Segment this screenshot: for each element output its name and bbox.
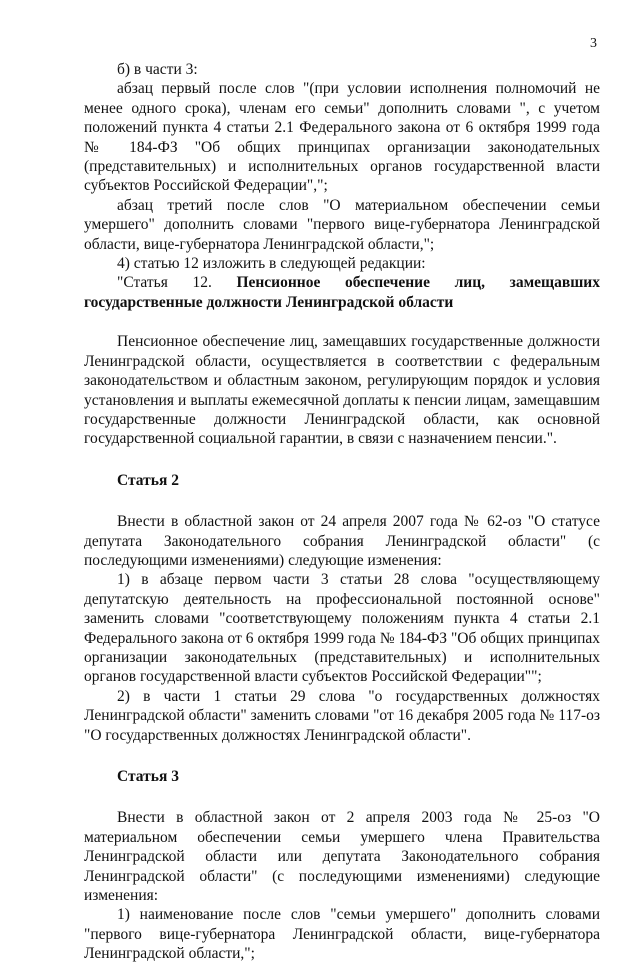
paragraph-article2-intro: Внести в областной закон от 24 апреля 2007 года № 62-оз "О статусе депутата Законодательного собрания Ленинградской области" (с последующими изменениями) следующие изменения:	[84, 513, 600, 569]
article3-heading: Статья 3	[117, 768, 179, 785]
paragraph-article2-item1: 1) в абзаце первом части 3 статьи 28 слова "осуществляющему депутатскую деятельность на профессиональной постоянной основе" заменить словами "соответствующему положениям пункта 4 статьи 2.1 Федерального закона от 6 октября 1999 года № 184-ФЗ "Об общих принципах организации законодательных (представительных) и исполнительных органов государственной власти субъектов Российской Федерации"";	[84, 571, 600, 686]
paragraph-part3: б) в части 3:	[117, 61, 198, 78]
article12-heading	[84, 273, 600, 312]
article12-title: Пенсионное обеспечение лиц, замещавших государственные должности Ленинградской области	[84, 274, 600, 311]
paragraph-article2-item2: 2) в части 1 статьи 29 слова "о государственных должностях Ленинградской области" заменить словами "от 16 декабря 2005 года № 117-оз "О государственных должностях Ленинградской области".	[84, 687, 600, 744]
article2-heading: Статья 2	[117, 471, 179, 489]
paragraph-article3-intro: Внести в областной закон от 2 апреля 2003 года № 25-оз "О материальном обеспечении семьи умершего члена Правительства Ленинградской области или депутата Законодательного собрания Ленинградской области" (с последующими изменениями) следующие изменения:	[84, 809, 600, 905]
paragraph-pension: Пенсионное обеспечение лиц, замещавших государственные должности Ленинградской области, осуществляется в соответствии с федеральным законодательством и областным законом, регулирующим порядок и условия установления и выплаты ежемесячной доплаты к пенсии лицам, замещавшим государственные должности Ленинградской области, как основной государственной социальной гарантии, в связи с назначением пенсии.".	[84, 333, 600, 448]
paragraph-article3-item1: 1) наименование после слов "семьи умершего" дополнить словами "первого вице-губернатора Ленинградской области, вице-губернатора Ленинградской области,";	[84, 906, 600, 963]
paragraph-third-abzac: абзац третий после слов "О материальном обеспечении семьи умершего" дополнить словами "первого вице-губернатора Ленинградской области, вице-губернатора Ленинградской области,";	[84, 196, 600, 253]
article12-prefix: "Статья 12.	[117, 274, 237, 292]
document-body	[84, 60, 600, 964]
paragraph-first-abzac: абзац первый после слов "(при условии исполнения полномочий не менее одного срока), членам его семьи" дополнить словами ", с учетом положений пункта 4 статьи 2.1 Федерального закона от 6 октября 1999 года № 184-ФЗ "Об общих принципах организации законодательных (представительных) и исполнительных органов государственной власти субъектов Российской Федерации",";	[84, 80, 600, 195]
page-number: 3	[590, 36, 597, 51]
paragraph-article12-intro: 4) статью 12 изложить в следующей редакции:	[117, 255, 426, 273]
